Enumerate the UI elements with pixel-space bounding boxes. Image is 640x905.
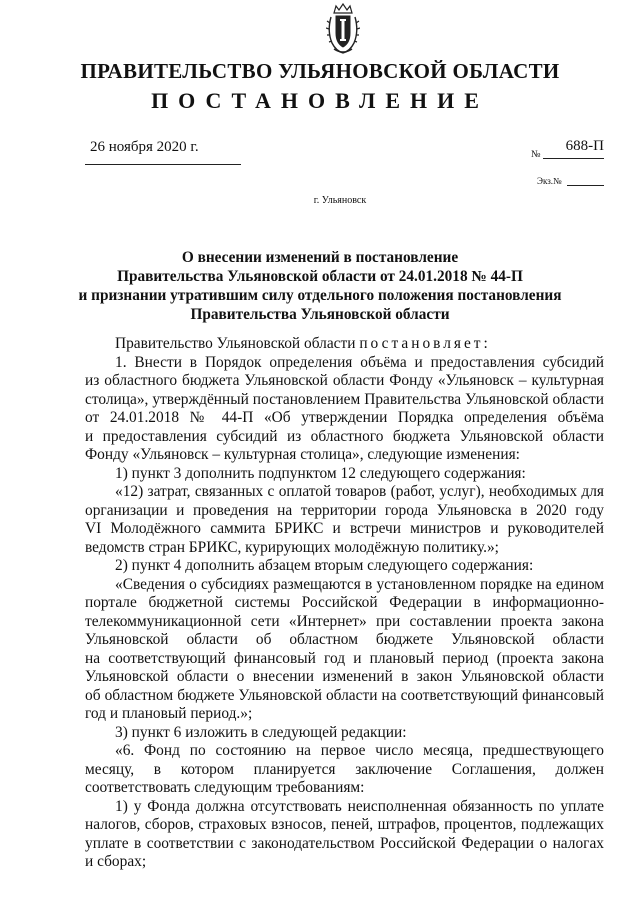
body-line: телекоммуникационной сети «Интернет» при составлении проекта закона (85, 612, 604, 630)
body-line: 2) пункт 4 дополнить абзацем вторым следующего содержания: (115, 557, 534, 574)
body-line: год и плановый период.»; (85, 705, 253, 722)
body-line: об областном бюджете Ульяновской области на соответствующий финансовый (85, 686, 604, 704)
heading-line: Правительства Ульяновской области (190, 306, 450, 323)
copy-number-underline (567, 185, 604, 186)
body-line: налогов, сборов, страховых взносов, пеней, штрафов, процентов, подлежащих (85, 816, 604, 833)
body-line: от 24.01.2018 № 44-П «Об утверждении Порядка определения объёма (85, 409, 604, 426)
body-line: уплате в соответствии с законодательством Российской Федерации о налогах (85, 834, 604, 852)
copy-number-label: Экз.№ (537, 176, 562, 186)
preamble-verb: постановляет: (359, 335, 491, 352)
heading-line: О внесении изменений в постановление (181, 249, 459, 266)
document-body (85, 335, 604, 872)
body-line: 3) пункт 6 изложить в следующей редакции: (115, 723, 407, 741)
body-line: портале бюджетной системы Российской Федерации в информационно- (85, 594, 604, 611)
body-line: и предоставления субсидий из областного бюджета Ульяновской области (85, 427, 604, 445)
body-line: столица», утверждённый постановлением Правительства Ульяновской области (85, 390, 604, 408)
ulyanovsk-coat-of-arms-icon (326, 3, 360, 55)
city: г. Ульяновск (313, 195, 367, 206)
body-line: Фонду «Ульяновск – культурная столица», следующие изменения: (85, 446, 520, 463)
body-line: Ульяновской области о внесении изменений в закон Ульяновской области (85, 668, 604, 685)
document-date: 26 ноября 2020 г. (90, 139, 199, 155)
document-type: ПОСТАНОВЛЕНИЕ (151, 88, 489, 113)
document-heading (0, 248, 640, 324)
body-line: на соответствующий финансовый год и плановый период (проекта закона (85, 649, 604, 667)
body-line: «6. Фонд по состоянию на первое число месяца, предшествующего (115, 742, 604, 759)
government-name: ПРАВИТЕЛЬСТВО УЛЬЯНОВСКОЙ ОБЛАСТИ (80, 59, 560, 83)
body-line: 1) у Фонда должна отсутствовать неисполненная обязанность по уплате (115, 797, 604, 815)
body-line: месяцу, в котором планируется заключение Соглашения, должен (85, 760, 604, 778)
document-number: 688-П (565, 138, 604, 154)
heading-line: и признании утратившим силу отдельного положения постановления (78, 287, 562, 304)
heading-line: Правительства Ульяновской области от 24.01.2018 № 44-П (117, 268, 523, 285)
body-line: 1) пункт 3 дополнить подпунктом 12 следующего содержания: (115, 464, 526, 482)
body-line: организации и проведения на территории города Ульяновска в 2020 году (85, 501, 604, 519)
preamble-text: Правительство Ульяновской области (115, 335, 360, 352)
preamble (85, 335, 604, 354)
body-line: VI Молодёжного саммита БРИКС и встречи министров и руководителей (85, 520, 604, 537)
body-line: из областного бюджета Ульяновской области Фонду «Ульяновск – культурная (85, 372, 604, 389)
body-line: ведомств стран БРИКС, курирующих молодёжную политику.»; (85, 538, 499, 556)
body-line: «Сведения о субсидиях размещаются в установленном порядке на едином (115, 575, 604, 593)
body-line: соответствовать следующим требованиям: (85, 779, 365, 796)
body-line: Ульяновской области об областном бюджете Ульяновской области (85, 631, 604, 648)
body-line: и сборах; (85, 853, 147, 870)
date-underline (85, 164, 241, 165)
number-sign: № (531, 149, 541, 160)
body-line: 1. Внести в Порядок определения объёма и предоставления субсидий (115, 353, 604, 371)
body-line: «12) затрат, связанных с оплатой товаров (работ, услуг), необходимых для (115, 483, 604, 500)
number-underline (543, 158, 604, 159)
